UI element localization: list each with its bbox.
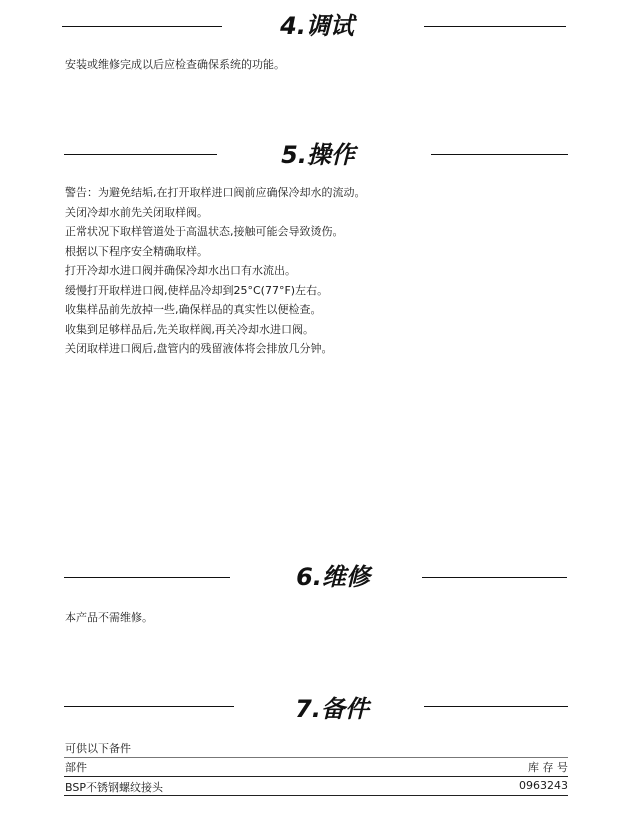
- section-5-heading: 5.操作: [281, 141, 355, 169]
- section-4-line: 安装或维修完成以后应检查确保系统的功能。: [65, 58, 285, 71]
- section-5-line: 关闭取样进口阀后,盘管内的残留液体将会排放几分钟。: [65, 342, 333, 355]
- section-5-line: 根据以下程序安全精确取样。: [65, 244, 208, 258]
- section-4-body: [65, 55, 285, 75]
- section-5-rule-left: [64, 154, 217, 155]
- section-4-heading: 4.调试: [280, 12, 354, 40]
- section-5-line: 收集样品前先放掉一些,确保样品的真实性以便检查。: [65, 303, 322, 316]
- section-5-line: 收集到足够样品后,先关取样阀,再关冷却水进口阀。: [65, 322, 314, 336]
- section-7-heading: 7.备件: [295, 695, 369, 723]
- section-4-rule-left: [62, 26, 222, 27]
- table-row-stock: 0963243: [519, 779, 568, 792]
- table-header-stock: 库 存 号: [528, 761, 568, 774]
- section-5-line: 警告：为避免结垢,在打开取样进口阀前应确保冷却水的流动。: [65, 186, 366, 199]
- section-5-line: 缓慢打开取样进口阀,使样品冷却到25°C(77°F)左右。: [65, 283, 329, 297]
- table-row-part: BSP不锈钢螺纹接头: [65, 781, 163, 794]
- table-top-rule: [64, 757, 568, 758]
- table-header-rule: [64, 776, 568, 777]
- section-7-rule-right: [424, 706, 568, 707]
- section-6-rule-right: [422, 577, 567, 578]
- section-6-heading: 6.维修: [296, 563, 370, 591]
- table-bottom-rule: [64, 795, 568, 796]
- table-header-part: 部件: [65, 761, 87, 774]
- section-5-rule-right: [431, 154, 568, 155]
- section-4-rule-right: [424, 26, 566, 27]
- section-5-line: 正常状况下取样管道处于高温状态,接触可能会导致烫伤。: [65, 225, 344, 238]
- section-7-rule-left: [64, 706, 234, 707]
- section-5-line: 关闭冷却水前先关闭取样阀。: [65, 205, 208, 219]
- section-6-rule-left: [64, 577, 230, 578]
- spares-intro: 可供以下备件: [65, 742, 131, 755]
- section-5-line: 打开冷却水进口阀并确保冷却水出口有水流出。: [65, 264, 296, 277]
- section-5-body: [65, 183, 366, 359]
- section-6-line: 本产品不需维修。: [65, 611, 153, 624]
- section-6-body: [65, 608, 153, 628]
